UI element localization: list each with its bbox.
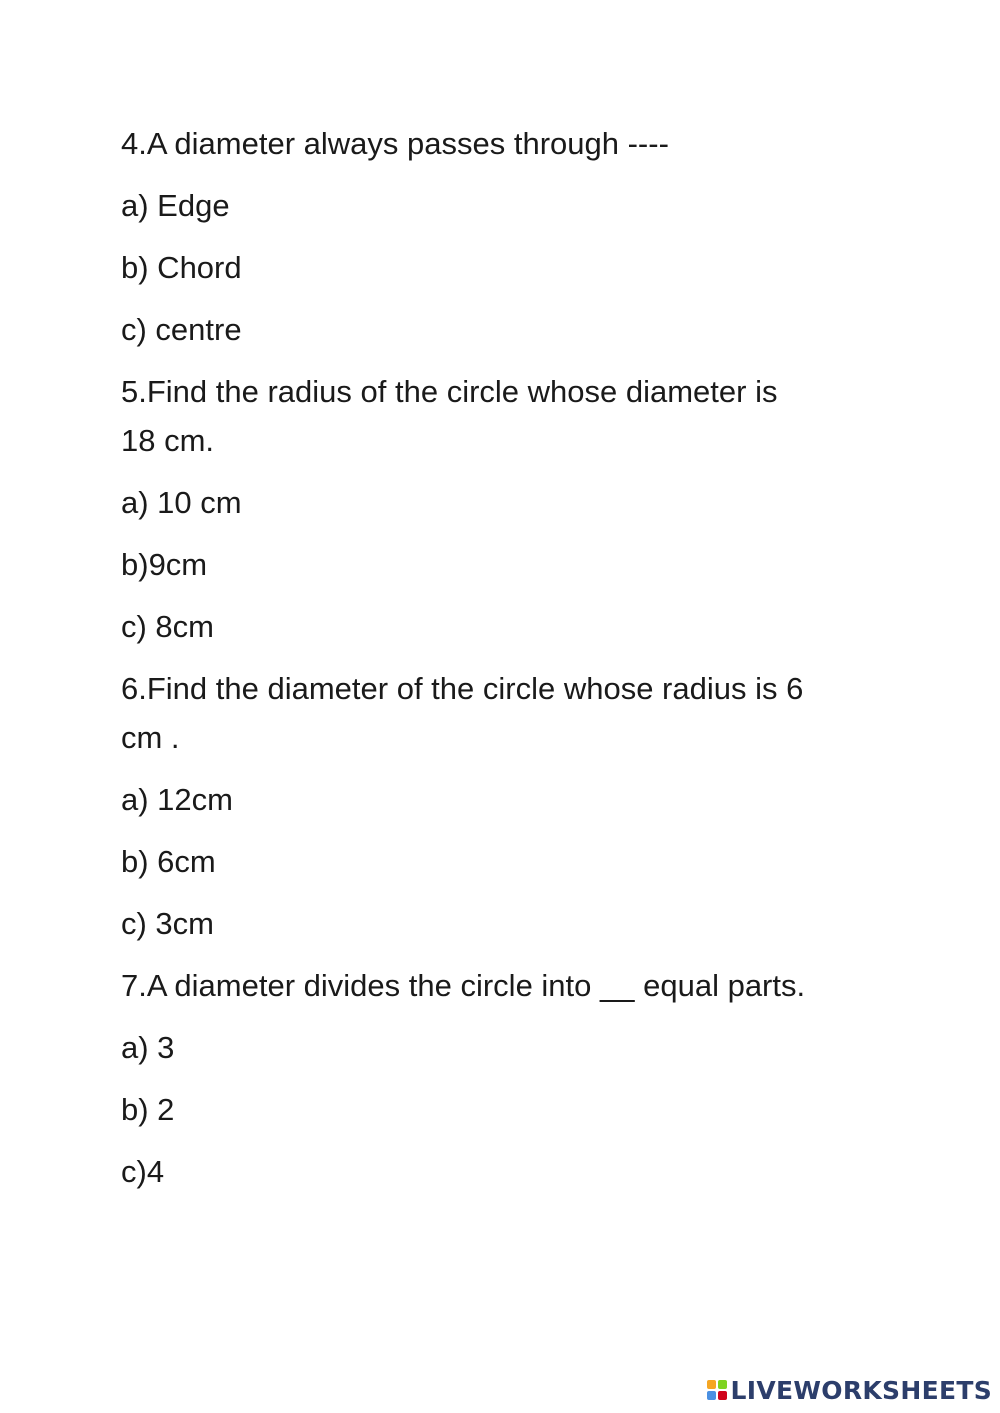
question-5-option-c: c) 8cm xyxy=(121,609,214,644)
question-4-text: 4.A diameter always passes through ---- xyxy=(121,126,669,161)
question-4-option-b: b) Chord xyxy=(121,250,242,285)
question-4-option-a: a) Edge xyxy=(121,188,230,223)
question-7-option-b: b) 2 xyxy=(121,1092,175,1127)
question-7-text: 7.A diameter divides the circle into __ equal parts. xyxy=(121,968,806,1003)
question-4-option-c: c) centre xyxy=(121,312,242,347)
logo-block-2 xyxy=(718,1380,727,1389)
logo-block-3 xyxy=(707,1391,716,1400)
question-7-option-a: a) 3 xyxy=(121,1030,175,1065)
question-6-text-line-2: cm . xyxy=(121,720,180,755)
question-7-option-c: c)4 xyxy=(121,1154,165,1189)
logo-text: LIVEWORKSHEETS xyxy=(730,1375,992,1405)
question-5-option-b: b)9cm xyxy=(121,547,208,582)
question-5-text-line-2: 18 cm. xyxy=(121,423,215,458)
logo-block-4 xyxy=(718,1391,727,1400)
logo-blocks-icon xyxy=(707,1380,727,1400)
question-6-text-line-1: 6.Find the diameter of the circle whose radius is 6 xyxy=(121,671,804,706)
question-5-option-a: a) 10 cm xyxy=(121,485,242,520)
liveworksheets-logo xyxy=(707,1375,992,1405)
question-6-option-a: a) 12cm xyxy=(121,782,233,817)
question-5-text-line-1: 5.Find the radius of the circle whose diameter is xyxy=(121,374,778,409)
question-6-option-b: b) 6cm xyxy=(121,844,216,879)
logo-block-1 xyxy=(707,1380,716,1389)
question-6-option-c: c) 3cm xyxy=(121,906,214,941)
